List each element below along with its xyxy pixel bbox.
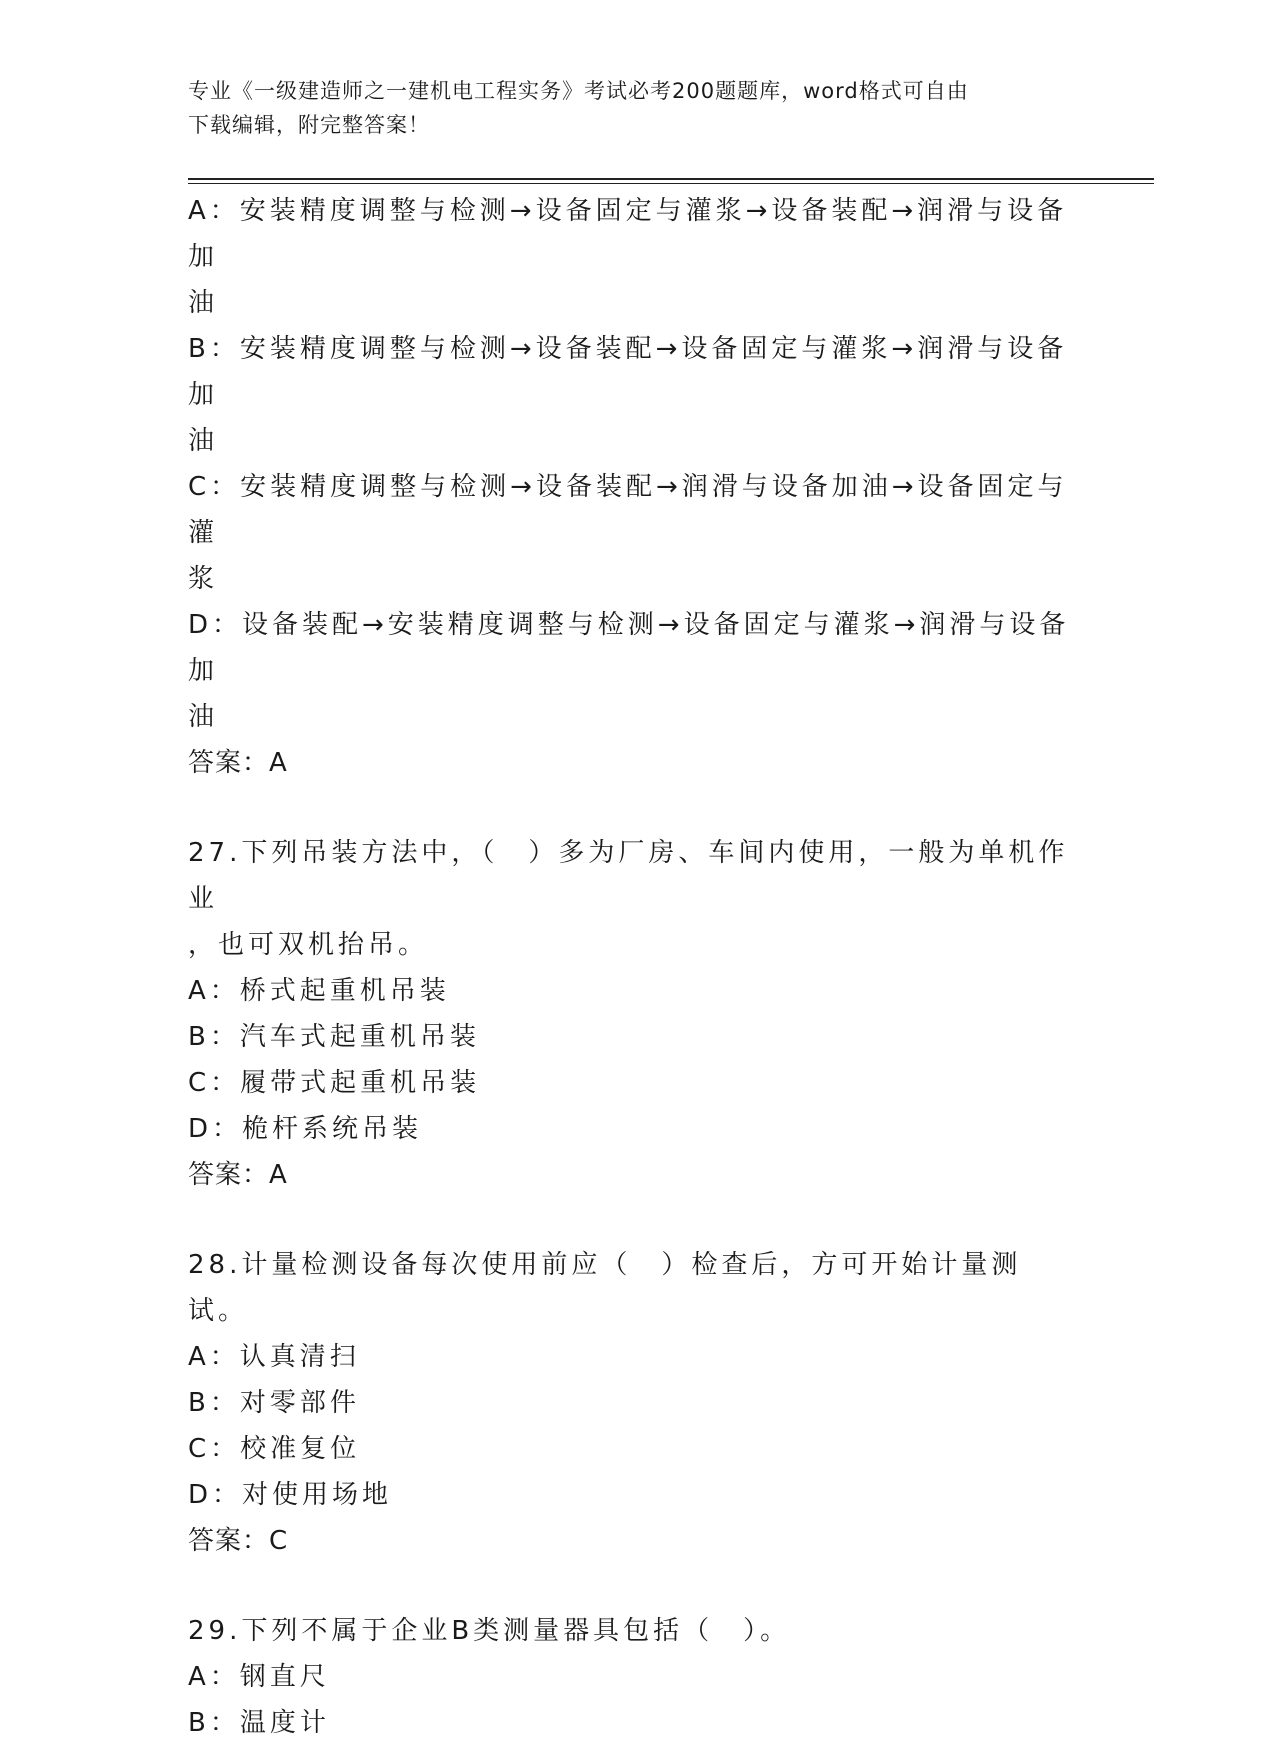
header-line-2: 下载编辑，附完整答案！: [188, 113, 430, 137]
q27-stem-cont: ，也可双机抬吊。: [188, 930, 429, 960]
q26-option-b-cont: 油: [188, 426, 219, 456]
q26-option-c: C：安装精度调整与检测→设备装配→润滑与设备加油→设备固定与灌: [188, 472, 1068, 548]
q27-option-b: B：汽车式起重机吊装: [188, 1022, 480, 1052]
q26-answer: 答案：A: [188, 748, 288, 778]
q28-option-c: C：校准复位: [188, 1434, 361, 1464]
header-divider-thin: [188, 183, 1154, 184]
q26-option-a-cont: 油: [188, 288, 219, 318]
q27-option-a: A：桥式起重机吊装: [188, 976, 450, 1006]
q26-option-b: B：安装精度调整与检测→设备装配→设备固定与灌浆→润滑与设备加: [188, 334, 1068, 410]
q29-option-b: B：温度计: [188, 1708, 330, 1738]
question-26-options: [188, 188, 1073, 786]
q29-option-a: A：钢直尺: [188, 1662, 330, 1692]
q28-stem: 28.计量检测设备每次使用前应（ ）检查后，方可开始计量测试。: [188, 1250, 1022, 1326]
question-27: [188, 830, 1073, 1198]
q27-option-d: D：桅杆系统吊装: [188, 1114, 423, 1144]
question-content: [188, 188, 1073, 1746]
question-29: [188, 1608, 1073, 1746]
q29-stem: 29.下列不属于企业B类测量器具包括（ ）。: [188, 1616, 791, 1646]
q28-option-b: B：对零部件: [188, 1388, 360, 1418]
q27-answer: 答案：A: [188, 1160, 288, 1190]
header-line-1: 专业《一级建造师之一建机电工程实务》考试必考200题题库，word格式可自由: [188, 79, 969, 103]
q26-option-a: A：安装精度调整与检测→设备固定与灌浆→设备装配→润滑与设备加: [188, 196, 1068, 272]
q28-option-d: D：对使用场地: [188, 1480, 393, 1510]
q28-answer: 答案：C: [188, 1526, 289, 1556]
q27-option-c: C：履带式起重机吊装: [188, 1068, 481, 1098]
document-header: [188, 74, 1068, 142]
q27-stem: 27.下列吊装方法中，（ ）多为厂房、车间内使用，一般为单机作业: [188, 838, 1069, 914]
q26-option-d-cont: 油: [188, 702, 219, 732]
q28-option-a: A：认真清扫: [188, 1342, 360, 1372]
header-divider: [188, 178, 1154, 180]
question-28: [188, 1242, 1073, 1564]
q26-option-d: D：设备装配→安装精度调整与检测→设备固定与灌浆→润滑与设备加: [188, 610, 1070, 686]
q26-option-c-cont: 浆: [188, 564, 219, 594]
